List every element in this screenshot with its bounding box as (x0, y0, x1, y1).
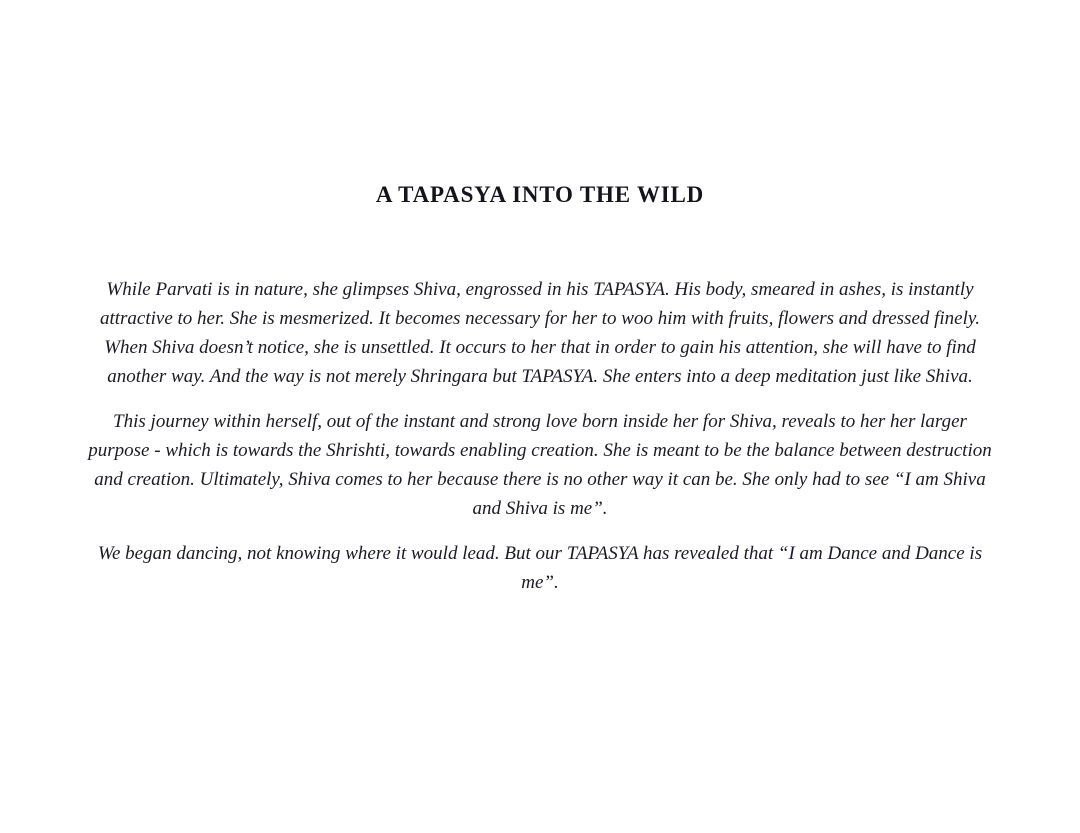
paragraph-3: We began dancing, not knowing where it would lead. But our TAPASYA has revealed that “I am Dance and Dance is me”. (97, 543, 983, 593)
document-body (86, 275, 994, 597)
paragraph-2: This journey within herself, out of the instant and strong love born inside her for Shiva, reveals to her her larger purpose - which is towards the Shrishti, towards enabling creation. She is meant to be the balance between destruction and creation. Ultimately, Shiva comes to her because there is no other way it can be. She only had to see “I am Shiva and Shiva is me”. (88, 411, 992, 519)
page-title: A TAPASYA INTO THE WILD (375, 182, 705, 207)
paragraph-1: While Parvati is in nature, she glimpses Shiva, engrossed in his TAPASYA. His body, smeared in ashes, is instantly attractive to her. She is mesmerized. It becomes necessary for her to woo him with fruits, flowers and dressed finely. When Shiva doesn’t notice, she is unsettled. It occurs to her that in order to gain his attention, she will have to find another way. And the way is not merely Shringara but TAPASYA. She enters into a deep meditation just like Shiva. (99, 279, 981, 387)
